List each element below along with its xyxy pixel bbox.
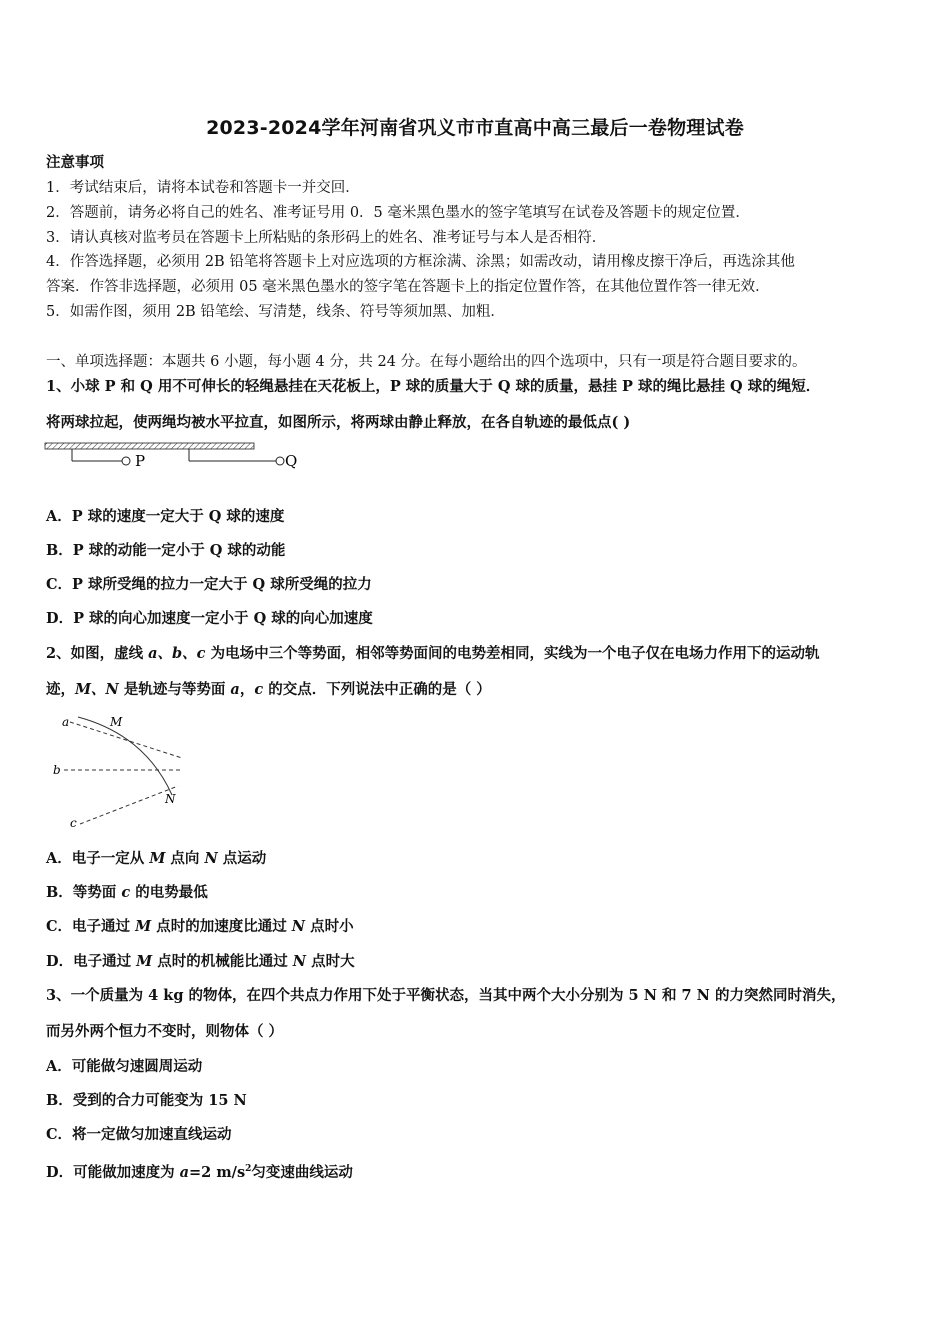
ball-p — [122, 457, 130, 465]
label-b: b — [53, 763, 61, 777]
q3-option-c: C．将一定做匀加速直线运动 — [46, 1126, 232, 1143]
label-m: M — [110, 715, 123, 729]
equipotential-c — [80, 786, 178, 824]
q2-stem-line2: 迹，M、N 是轨迹与等势面 a，c 的交点．下列说法中正确的是（ ） — [46, 681, 491, 698]
page-title: 2023-2024学年河南省巩义市市直高中高三最后一卷物理试卷 — [206, 117, 744, 139]
q1-stem-line1: 1、小球 P 和 Q 用不可伸长的轻绳悬挂在天花板上，P 球的质量大于 Q 球的质量，悬挂 P 球的绳比悬挂 Q 球的绳短． — [46, 378, 821, 395]
notice-item: 3．请认真核对监考员在答题卡上所粘贴的条形码上的姓名、准考证号与本人是否相符． — [46, 230, 607, 246]
label-p: P — [135, 452, 146, 470]
q2-option-d: D．电子通过 M 点时的机械能比通过 N 点时大 — [46, 953, 355, 970]
notice-item: 5．如需作图，须用 2B 铅笔绘、写清楚，线条、符号等须加黑、加粗． — [46, 304, 505, 320]
q1-option-b: B．P 球的动能一定小于 Q 球的动能 — [46, 542, 286, 559]
notice-heading: 注意事项 — [46, 154, 104, 171]
equipotential-a — [70, 722, 182, 758]
q2-option-b: B．等势面 c 的电势最低 — [46, 884, 208, 901]
notice-item: 2．答题前，请务必将自己的姓名、准考证号用 0．5 毫米黑色墨水的签字笔填写在试卷及答题卡的规定位置． — [46, 205, 750, 221]
q1-option-c: C．P 球所受绳的拉力一定大于 Q 球所受绳的拉力 — [46, 576, 372, 593]
q1-figure — [44, 440, 314, 474]
notice-item: 答案．作答非选择题，必须用 05 毫米黑色墨水的签字笔在答题卡上的指定位置作答，在其他位置作答一律无效． — [46, 279, 770, 295]
q3-stem-line2: 而另外两个恒力不变时，则物体（ ） — [46, 1023, 284, 1040]
q1-stem-line2: 将两球拉起，使两绳均被水平拉直，如图所示，将两球由静止释放，在各自轨迹的最低点( ) — [46, 414, 631, 431]
q2-option-a: A．电子一定从 M 点向 N 点运动 — [46, 850, 267, 867]
q3-option-b: B．受到的合力可能变为 15 N — [46, 1092, 247, 1109]
label-n: N — [165, 792, 176, 806]
q3-option-a: A．可能做匀速圆周运动 — [46, 1058, 203, 1075]
label-a: a — [62, 715, 70, 729]
label-c: c — [70, 816, 77, 830]
q3-stem-line1: 3、一个质量为 4 kg 的物体，在四个共点力作用下处于平衡状态，当其中两个大小分别为 5 N 和 7 N 的力突然同时消失， — [46, 987, 846, 1004]
notice-item: 1．考试结束后，请将本试卷和答题卡一并交回． — [46, 180, 360, 196]
q1-option-d: D．P 球的向心加速度一定小于 Q 球的向心加速度 — [46, 610, 373, 627]
ball-q — [276, 457, 284, 465]
label-q: Q — [285, 452, 298, 470]
q3-option-d: D．可能做加速度为 a=2 $m/s^2$匀变速曲线运动 — [46, 1163, 353, 1181]
q2-stem-line1: 2、如图，虚线 a、b、c 为电场中三个等势面，相邻等势面间的电势差相同，实线为一个电子仅在电场力作用下的运动轨 — [46, 645, 820, 662]
q2-figure — [50, 710, 190, 832]
q1-option-a: A．P 球的速度一定大于 Q 球的速度 — [46, 508, 285, 525]
section-heading: 一、单项选择题：本题共 6 小题，每小题 4 分，共 24 分。在每小题给出的四个选项中，只有一项是符合题目要求的。 — [46, 354, 807, 370]
q2-option-c: C．电子通过 M 点时的加速度比通过 N 点时小 — [46, 918, 354, 935]
ceiling — [45, 443, 254, 449]
notice-item: 4．作答选择题，必须用 2B 铅笔将答题卡上对应选项的方框涂满、涂黑；如需改动，请用橡皮擦干净后，再选涂其他 — [46, 254, 795, 270]
